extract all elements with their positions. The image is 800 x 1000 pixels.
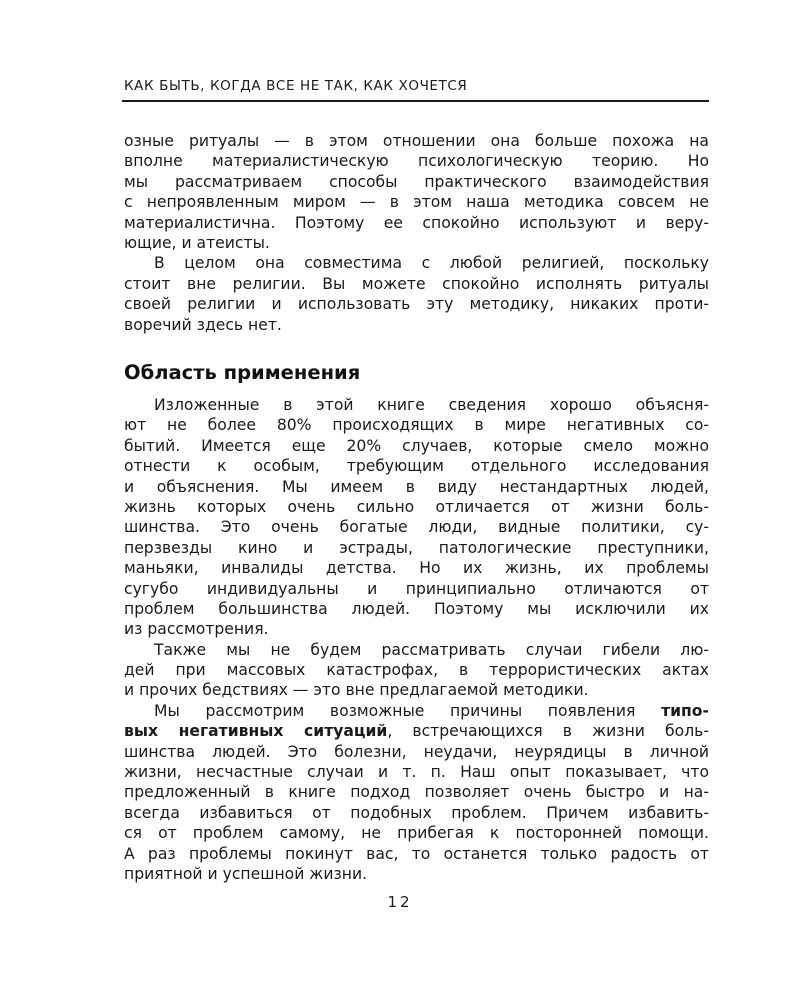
text-line: сугубо индивидуальны и принципиально отличаются от xyxy=(124,579,709,598)
text-line: Изложенные в этой книге сведения хорошо объясня- xyxy=(154,396,709,414)
text-line: маньяки, инвалиды детства. Но их жизнь, их проблемы xyxy=(124,559,709,578)
running-header: КАК БЫТЬ, КОГДА ВСЕ НЕ ТАК, КАК ХОЧЕТСЯ xyxy=(124,78,468,94)
text-run: Мы рассмотрим возможные причины появления xyxy=(154,701,662,720)
text-line: перзвезды кино и эстрады, патологические преступники, xyxy=(124,538,709,557)
text-line: материалистична. Поэтому ее спокойно используют и веру- xyxy=(124,213,709,232)
text-line: приятной и успешной жизни. xyxy=(124,864,368,883)
text-line: из рассмотрения. xyxy=(124,620,269,639)
text-line: и прочих бедствиях — это вне предлагаемой методики. xyxy=(124,681,589,700)
text-line-mixed xyxy=(124,721,709,741)
text-line: бытий. Имеется еще 20% случаев, которые смело можно xyxy=(124,436,709,455)
bold-term: вых негативных ситуаций xyxy=(124,722,388,741)
text-line: отнести к особым, требующим отдельного исследования xyxy=(124,457,709,476)
text-line: ют не более 80% происходящих в мире негативных со- xyxy=(124,416,709,435)
text-line: проблем большинства людей. Поэтому мы исключили их xyxy=(124,599,709,618)
text-line: А раз проблемы покинут вас, то останется только радость от xyxy=(124,844,709,863)
section-heading: Область применения xyxy=(124,361,361,384)
text-line: озные ритуалы — в этом отношении она больше похожа на xyxy=(124,132,709,150)
text-line: воречий здесь нет. xyxy=(124,315,282,334)
text-line: ющие, и атеисты. xyxy=(124,233,270,252)
intro-text-block xyxy=(124,131,709,335)
text-line: В целом она совместима с любой религией, поскольку xyxy=(154,254,709,273)
text-line: стоит вне религии. Вы можете спокойно исполнять ритуалы xyxy=(124,274,709,293)
text-line: своей религии и использовать эту методику, никаких проти- xyxy=(124,295,709,314)
text-line: жизнь которых очень сильно отличается от жизни боль- xyxy=(124,497,709,516)
text-line: Также мы не будем рассматривать случаи гибели лю- xyxy=(154,640,709,659)
text-line: шинства. Это очень богатые люди, видные политики, су- xyxy=(124,518,709,537)
bold-term: типо- xyxy=(661,701,709,720)
text-line: мы рассматриваем способы практического взаимодействия xyxy=(124,172,709,191)
header-rule xyxy=(122,100,709,102)
text-line: шинства людей. Это болезни, неудачи, неурядицы в личной xyxy=(124,742,709,761)
text-line: и объяснения. Мы имеем в виду нестандартных людей, xyxy=(124,477,709,496)
text-run: , встречающихся в жизни боль- xyxy=(387,722,709,741)
text-line: предложенный в книге подход позволяет очень быстро и на- xyxy=(124,783,709,802)
text-line: с непроявленным миром — в этом наша методика совсем не xyxy=(124,193,709,212)
text-line: дей при массовых катастрофах, в террористических актах xyxy=(124,661,709,680)
text-line-mixed xyxy=(124,701,709,721)
text-line: жизни, несчастные случаи и т. п. Наш опыт показывает, что xyxy=(124,763,709,782)
text-line: ся от проблем самому, не прибегая к посторонней помощи. xyxy=(124,824,709,843)
scope-text-block xyxy=(124,395,709,884)
text-line: вполне материалистическую психологическую теорию. Но xyxy=(124,152,709,171)
page-number: 12 xyxy=(387,893,413,911)
text-line: всегда избавиться от подобных проблем. Причем избавить- xyxy=(124,803,709,822)
